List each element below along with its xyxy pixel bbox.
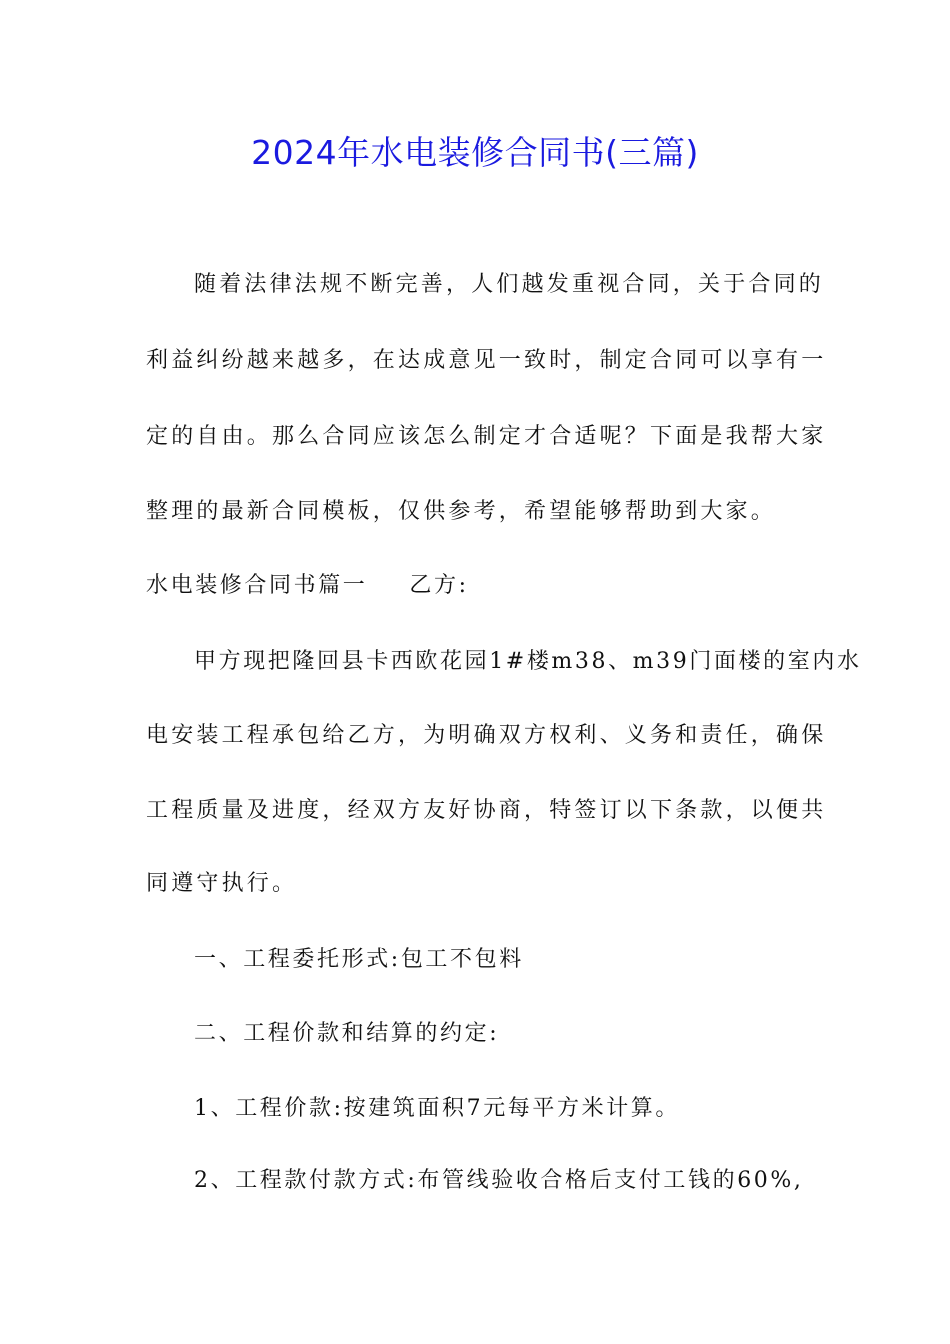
item-2: 2、工程款付款方式:布管线验收合格后支付工钱的60%, <box>194 1168 804 1193</box>
intro-line-1: 随着法律法规不断完善，人们越发重视合同，关于合同的 <box>194 272 825 297</box>
party-b-label: 乙方: <box>409 573 469 598</box>
section-heading-row <box>146 571 806 601</box>
intro-line-2: 利益纠纷越来越多，在达成意见一致时，制定合同可以享有一 <box>146 348 827 373</box>
para-line-2: 电安装工程承包给乙方，为明确双方权利、义务和责任，确保 <box>146 723 827 748</box>
item-1: 1、工程价款:按建筑面积7元每平方米计算。 <box>194 1096 681 1121</box>
section-heading: 水电装修合同书篇一 <box>146 573 368 598</box>
clause-1: 一、工程委托形式:包工不包料 <box>194 947 524 972</box>
para-line-1: 甲方现把隆回县卡西欧花园1#楼m38、m39门面楼的室内水 <box>194 649 862 674</box>
clause-2: 二、工程价款和结算的约定: <box>194 1021 500 1046</box>
intro-line-4: 整理的最新合同模板，仅供参考，希望能够帮助到大家。 <box>146 499 777 524</box>
para-line-4: 同遵守执行。 <box>146 871 298 896</box>
document-title: 2024年水电装修合同书(三篇) <box>251 133 699 172</box>
para-line-3: 工程质量及进度，经双方友好协商，特签订以下条款，以便共 <box>146 798 827 823</box>
intro-line-3: 定的自由。那么合同应该怎么制定才合适呢？下面是我帮大家 <box>146 424 827 449</box>
